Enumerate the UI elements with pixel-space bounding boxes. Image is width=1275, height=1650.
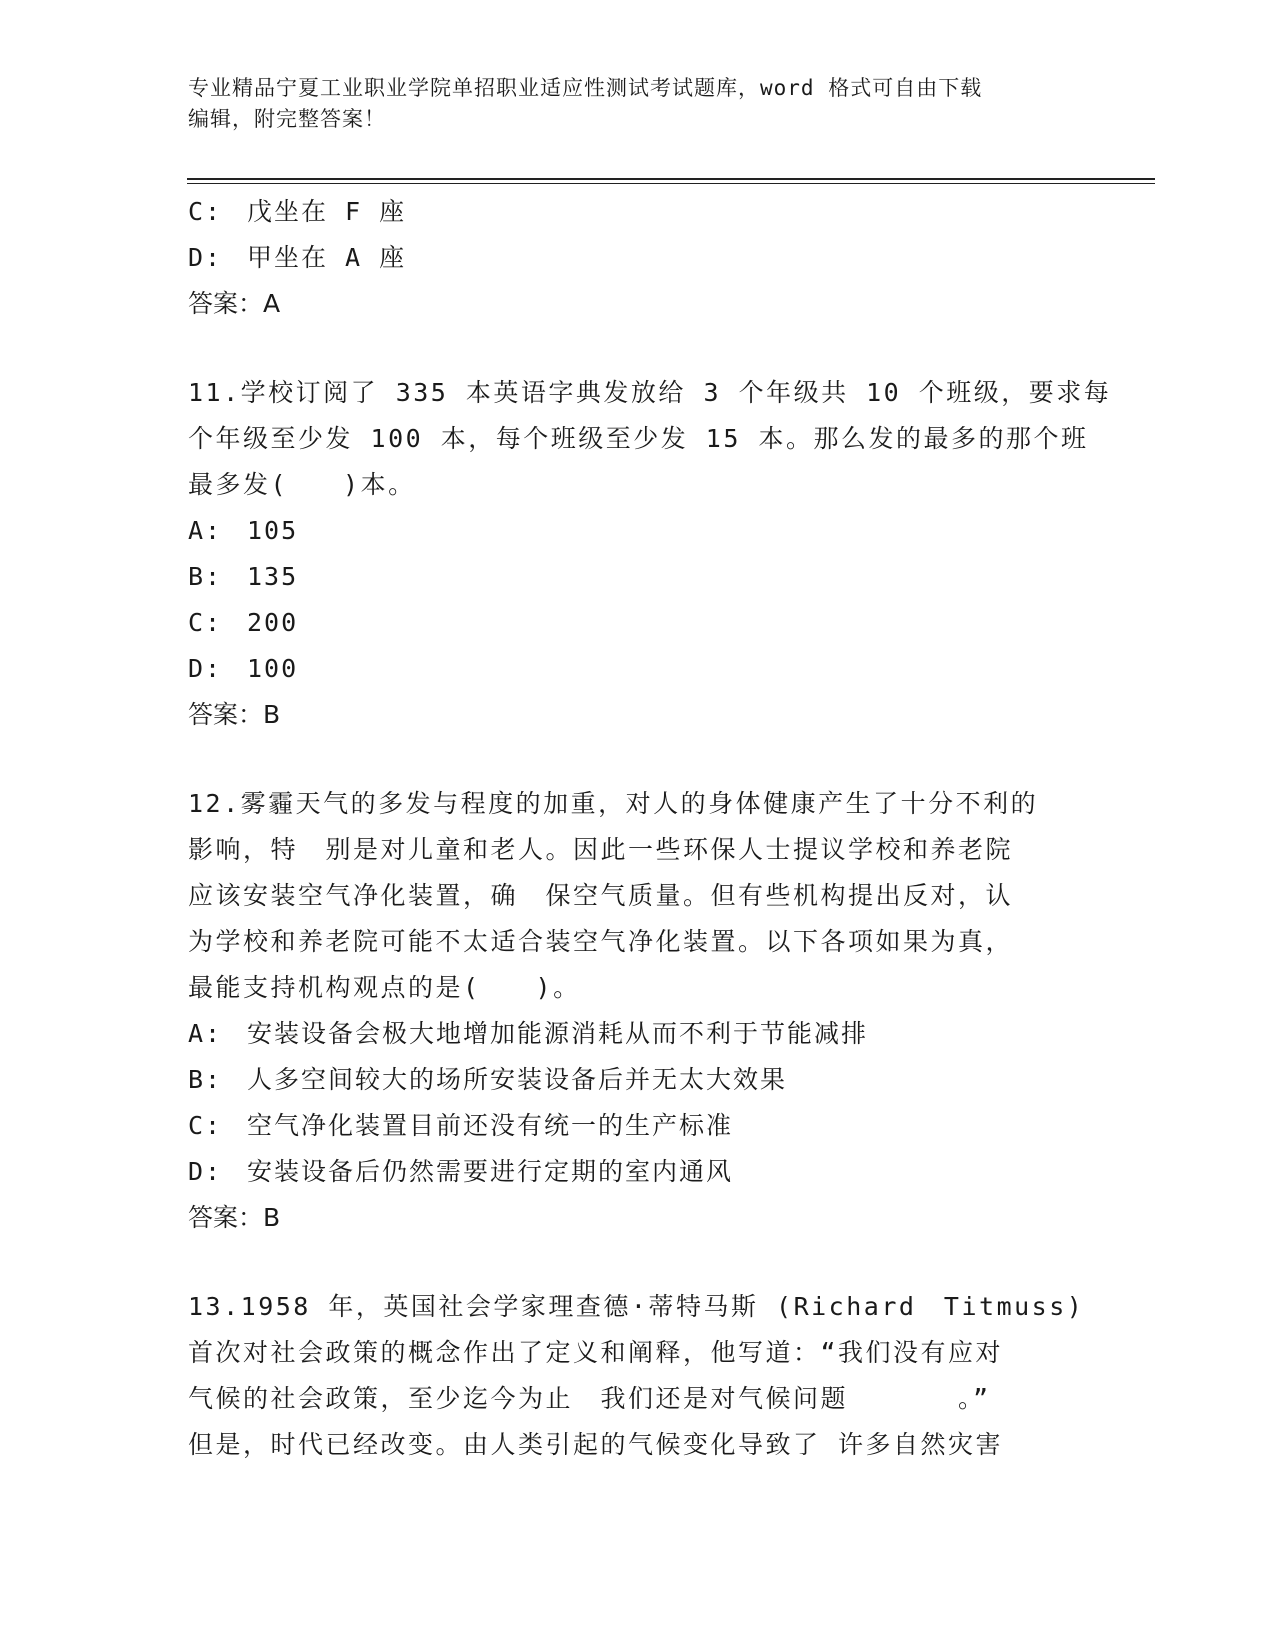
question-12-answer: 答案：B: [188, 1203, 281, 1232]
header-divider-thin: [187, 183, 1155, 184]
question-13-line-1: 13.1958 年，英国社会学家理查德·蒂特马斯 (Richard Titmuss): [188, 1292, 1085, 1321]
option-d: [188, 1149, 1088, 1195]
option-text: 空气净化装置目前还没有统一的生产标准: [247, 1111, 734, 1140]
question-13-line-3: 气候的社会政策，至少迄今为止 我们还是对气候问题 。”: [188, 1384, 991, 1413]
option-letter: B:: [188, 562, 223, 591]
option-letter: C:: [188, 1111, 223, 1140]
option-letter: D:: [188, 1157, 223, 1186]
option-letter: D:: [188, 654, 223, 683]
question-12-line-4: 为学校和养老院可能不太适合装空气净化装置。以下各项如果为真，: [188, 927, 1014, 956]
question-12-line-5: 最能支持机构观点的是( )。: [188, 973, 581, 1002]
question-12: [188, 781, 1088, 1241]
option-d: [188, 646, 1088, 692]
question-11-line-1: 11.学校订阅了 335 本英语字典发放给 3 个年级共 10 个班级，要求每: [188, 378, 1112, 407]
question-13-line-4: 但是，时代已经改变。由人类引起的气候变化导致了 许多自然灾害: [188, 1430, 1004, 1459]
question-13-line-2: 首次对社会政策的概念作出了定义和阐释，他写道：“我们没有应对: [188, 1338, 1004, 1367]
question-11-line-2: 个年级至少发 100 本，每个班级至少发 15 本。那么发的最多的那个班: [188, 424, 1089, 453]
option-text: 100: [247, 654, 299, 683]
question-13: [188, 1284, 1088, 1468]
page-header: [188, 73, 1068, 135]
header-divider-thick: [187, 178, 1155, 180]
spacer: [188, 1241, 1088, 1284]
option-b: [188, 1057, 1088, 1103]
option-letter: B:: [188, 1065, 223, 1094]
question-10-answer: 答案：A: [188, 289, 281, 318]
header-line-1: 专业精品宁夏工业职业学院单招职业适应性测试考试题库，word 格式可自由下载: [188, 76, 983, 100]
option-letter: C:: [188, 608, 223, 637]
spacer: [188, 738, 1088, 781]
option-text: 200: [247, 608, 299, 637]
question-12-line-1: 12.雾霾天气的多发与程度的加重，对人的身体健康产生了十分不利的: [188, 789, 1039, 818]
option-text: 人多空间较大的场所安装设备后并无太大效果: [247, 1065, 788, 1094]
question-12-line-2: 影响，特 别是对儿童和老人。因此一些环保人士提议学校和养老院: [188, 835, 1014, 864]
option-letter: A:: [188, 516, 223, 545]
header-line-2: 编辑，附完整答案！: [188, 107, 386, 131]
option-text: 安装设备后仍然需要进行定期的室内通风: [247, 1157, 734, 1186]
question-10-options: [188, 189, 1088, 281]
option-text: 135: [247, 562, 299, 591]
option-text: 戊坐在 F 座: [247, 197, 407, 226]
question-11-line-3: 最多发( )本。: [188, 470, 416, 499]
option-c: [188, 600, 1088, 646]
option-letter: A:: [188, 1019, 223, 1048]
option-c: [188, 189, 1088, 235]
option-b: [188, 554, 1088, 600]
option-a: [188, 508, 1088, 554]
option-text: 安装设备会极大地增加能源消耗从而不利于节能减排: [247, 1019, 869, 1048]
option-a: [188, 1011, 1088, 1057]
option-letter: C:: [188, 197, 223, 226]
option-text: 甲坐在 A 座: [247, 243, 407, 272]
option-letter: D:: [188, 243, 223, 272]
document-body: [188, 189, 1112, 1468]
option-d: [188, 235, 1088, 281]
spacer: [188, 327, 1088, 370]
question-12-line-3: 应该安装空气净化装置，确 保空气质量。但有些机构提出反对，认: [188, 881, 1014, 910]
question-11: [188, 370, 1112, 738]
option-c: [188, 1103, 1088, 1149]
question-11-answer: 答案：B: [188, 700, 281, 729]
option-text: 105: [247, 516, 299, 545]
